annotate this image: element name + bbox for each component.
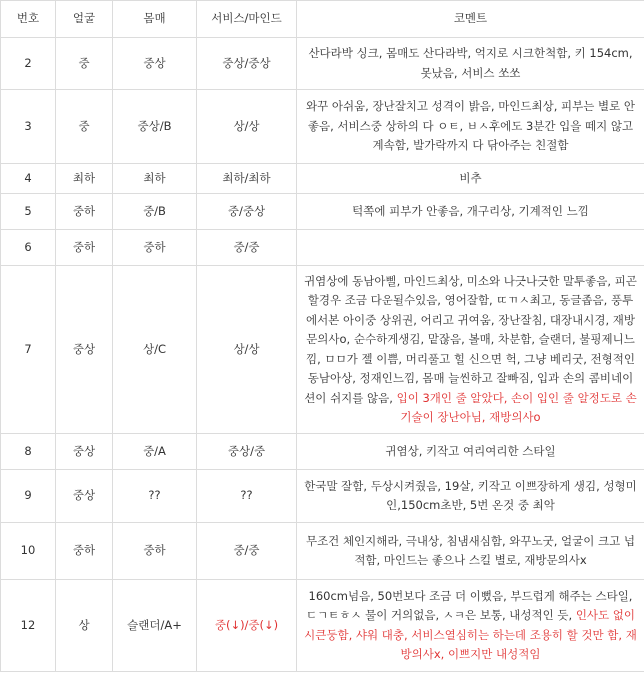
face-rating: 중상 [56,470,113,523]
body-rating: 최하 [113,164,197,194]
body-rating: 중/B [113,194,197,230]
comment-text: 산다라박 싱크, 몸매도 산다라박, 억지로 시크한척함, 키 154cm, 못났음, 서비스 쏘쏘 [308,46,633,80]
service-mind-rating: 최하/최하 [197,164,297,194]
header-body: 몸매 [113,1,197,38]
service-mind-rating: 중/중상 [197,194,297,230]
table-row [1,523,644,580]
table-row [1,90,644,164]
face-rating: 최하 [56,164,113,194]
body-rating: 중/A [113,434,197,470]
table-row [1,434,644,470]
row-number: 9 [1,470,56,523]
table-row [1,230,644,266]
body-rating: 중상 [113,38,197,90]
comment-text: 한국말 잘함, 두상시켜줬음, 19살, 키작고 이쁘장하게 생김, 성형미인,150cm초반, 5번 온것 중 최악 [304,478,637,512]
comment-cell [297,164,644,194]
comment-cell [297,434,644,470]
comment-cell [297,580,644,672]
table-body [1,38,644,672]
row-number: 12 [1,580,56,672]
row-number: 6 [1,230,56,266]
service-mind-rating: 중상/중 [197,434,297,470]
service-mind-rating: 중/중 [197,523,297,580]
table-row [1,470,644,523]
header-face: 얼굴 [56,1,113,38]
face-rating: 중 [56,90,113,164]
comment-cell [297,266,644,434]
row-number: 5 [1,194,56,230]
table-row [1,38,644,90]
service-mind-rating: 중상/중상 [197,38,297,90]
comment-highlight: 입이 3개인 줄 알았다, 손이 입인 줄 알정도로 손기술이 장난아님, 재방의사o [396,390,637,424]
body-rating: 중하 [113,523,197,580]
header-comment: 코멘트 [297,1,644,38]
body-rating: 중하 [113,230,197,266]
comment-cell [297,194,644,230]
row-number: 8 [1,434,56,470]
comment-cell [297,90,644,164]
face-rating: 중상 [56,266,113,434]
body-rating: 슬랜더/A+ [113,580,197,672]
comment-text: 160cm넘음, 50번보다 조금 더 이뻤음, 부드럽게 해주는 스타일, ㄷㄱㅌㅎㅅ 물이 거의없음, ㅅㅋ은 보통, 내성적인 듯, [305,588,633,622]
body-rating: 상/C [113,266,197,434]
row-number: 10 [1,523,56,580]
comment-text: 귀염상, 키작고 여리여리한 스타일 [385,443,556,458]
service-mind-rating: 중(↓)/중(↓) [197,580,297,672]
header-number: 번호 [1,1,56,38]
face-rating: 상 [56,580,113,672]
comment-text: 와꾸 아쉬움, 장난잘치고 성격이 밝음, 마인드최상, 피부는 별로 안좋음, 서비스중 상하의 다 ㅇㅌ, ㅂㅅ후에도 3분간 입을 떼지 않고 계속함, 발가락까지 다 닦아주는 친절함 [305,99,636,153]
comment-cell [297,523,644,580]
table-row [1,266,644,434]
face-rating: 중하 [56,194,113,230]
face-rating: 중 [56,38,113,90]
service-mind-rating: ?? [197,470,297,523]
comment-cell [297,470,644,523]
face-rating: 중상 [56,434,113,470]
comment-text: 무조건 체인지해라, 극내상, 침냄새심함, 와꾸노굿, 얼굴이 크고 넙적함, 마인드는 좋으나 스킬 별로, 재방문의사x [305,533,636,567]
table-row [1,164,644,194]
header-row [1,1,644,38]
comment-text: 귀염상에 동남아삘, 마인드최상, 미소와 나긋나긋한 말투좋음, 피곤할경우 조금 다운될수있음, 영어잘함, ㄸㄲㅅ최고, 동글좁음, 풍투에서본 아이중 상위권, 어리고 귀여움, 장난잘침, 대장내시경, 재방문의사o, 순수하게생김, 맡잖음, 볼매, 차분함, 슬랜더, 불핑제니느낌, ㅁㅁ가 젤 이쁨, 머리풀고 힐 신으면 헉, 그냥 베리굿, 전형적인 동남아상, 정재인느낌, 몸매 늘씬하고 잘빠짐, 입과 손의 콤비네이션이 쉬지를 않음, [304,273,637,405]
face-rating: 중하 [56,523,113,580]
comment-cell [297,230,644,266]
body-rating: 중상/B [113,90,197,164]
comment-cell [297,38,644,90]
comment-text: 비추 [459,170,482,185]
body-rating: ?? [113,470,197,523]
comment-highlight: 인사도 없이 시큰둥함, 샤워 대충, 서비스열심히는 하는데 조용히 할 것만 함, 재방의사x, 이쁘지만 내성적임 [304,608,637,661]
row-number: 7 [1,266,56,434]
service-mind-rating: 중/중 [197,230,297,266]
table-row [1,580,644,672]
comment-text: 턱쪽에 피부가 안좋음, 개구리상, 기계적인 느낌 [352,203,589,218]
row-number: 4 [1,164,56,194]
service-mind-rating: 상/상 [197,90,297,164]
face-rating: 중하 [56,230,113,266]
header-service-mind: 서비스/마인드 [197,1,297,38]
service-mind-rating: 상/상 [197,266,297,434]
table-row [1,194,644,230]
row-number: 3 [1,90,56,164]
row-number: 2 [1,38,56,90]
